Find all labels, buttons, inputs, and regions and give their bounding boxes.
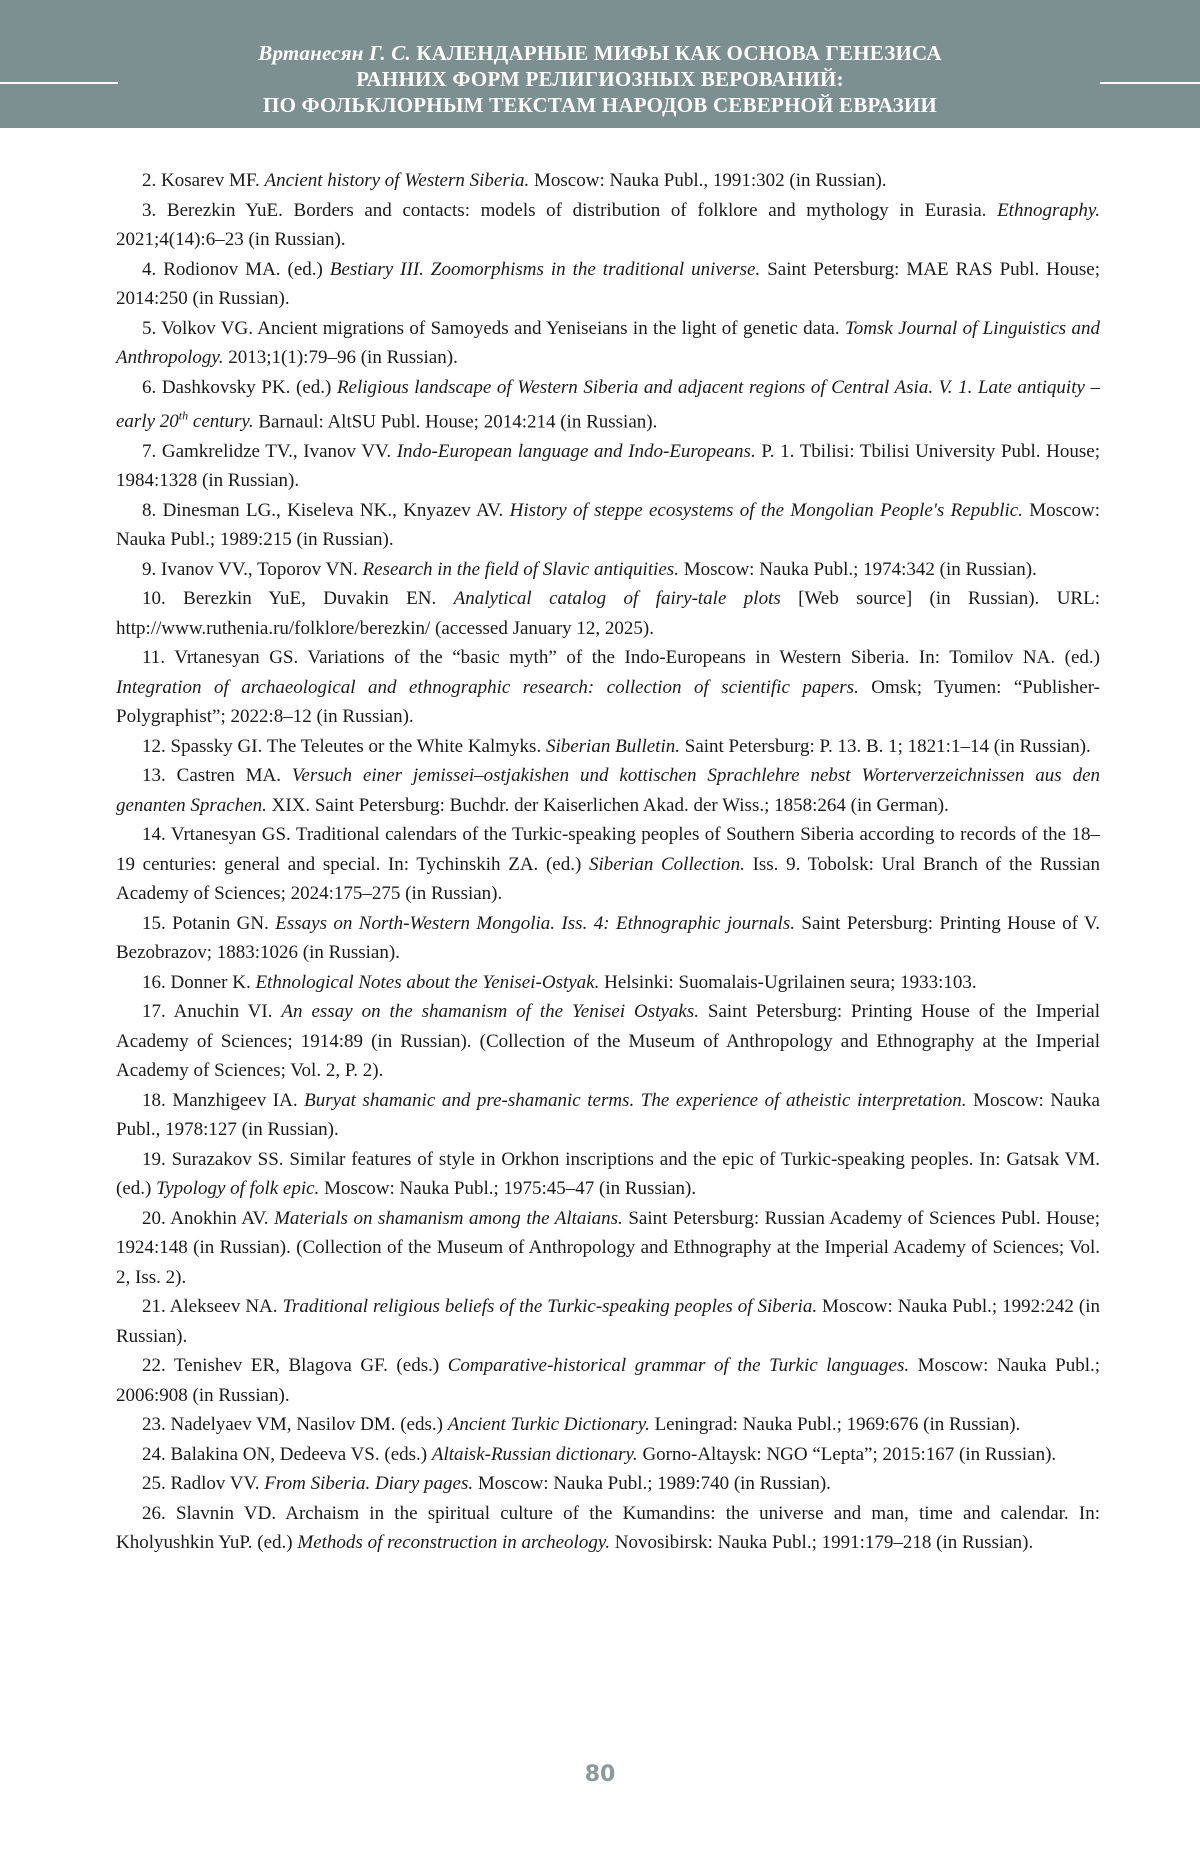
- reference-text: 26. Slavnin VD. Archaism in the spiritual culture of the Kumandins: the universe and man, time and calendar. In: Kholyushkin YuP. (ed.): [116, 1502, 1100, 1554]
- reference-text: 11. Vrtanesyan GS. Variations of the “basic myth” of the Indo-Europeans in Western Siberia. In: Tomilov NA. (ed.): [142, 647, 1100, 669]
- reference-item: [116, 909, 1100, 968]
- reference-title: Methods of reconstruction in archeology.: [297, 1532, 610, 1554]
- superscript: th: [178, 409, 189, 423]
- reference-details: Saint Petersburg: MAE RAS Publ. House; 2014:250 (in Russian).: [116, 258, 1101, 309]
- reference-title: Materials on shamanism among the Altaians.: [274, 1207, 623, 1229]
- reference-details: Leningrad: Nauka Publ.; 1969:676 (in Russian).: [649, 1414, 1021, 1436]
- reference-list: [116, 166, 1100, 1558]
- reference-text: 2. Kosarev MF.: [142, 170, 265, 191]
- reference-title: Religious landscape of Western Siberia and adjacent regions of Central Asia. V. 1. Late antiquity – early 20th century.: [116, 376, 1100, 433]
- reference-item: [116, 1410, 1100, 1440]
- reference-title: Traditional religious beliefs of the Turkic-speaking peoples of Siberia.: [282, 1296, 818, 1318]
- reference-title: From Siberia. Diary pages.: [264, 1473, 474, 1495]
- reference-item: [116, 196, 1100, 255]
- header-rule-left: [0, 82, 118, 84]
- reference-text: 12. Spassky GI. The Teleutes or the White Kalmyks.: [142, 735, 546, 757]
- reference-text: 8. Dinesman LG., Kiseleva NK., Knyazev AV.: [142, 499, 510, 521]
- reference-item: [116, 1440, 1100, 1470]
- reference-item: [116, 314, 1100, 373]
- reference-details: Novosibirsk: Nauka Publ.; 1991:179–218 (in Russian).: [609, 1532, 1034, 1554]
- reference-item: [116, 1145, 1100, 1204]
- reference-text: 10. Berezkin YuE, Duvakin EN.: [142, 588, 454, 610]
- reference-title: Tomsk Journal of Linguistics and Anthropology.: [116, 317, 1100, 368]
- reference-item: [116, 255, 1100, 314]
- reference-title: Indo-European language and Indo-Europeans.: [396, 440, 756, 462]
- reference-text: 15. Potanin GN.: [142, 912, 276, 934]
- reference-details: 2013;1(1):79–96 (in Russian).: [223, 347, 458, 368]
- reference-title: Research in the field of Slavic antiquities.: [362, 558, 679, 580]
- reference-title: Analytical catalog of fairy-tale plots: [453, 588, 781, 610]
- reference-item: [116, 1499, 1100, 1558]
- reference-title: Versuch einer jemissei–ostjakishen und kottischen Sprachlehre nebst Worterverzeichnissen aus den genanten Sprachen.: [116, 765, 1100, 816]
- header-title-line-2: РАННИХ ФОРМ РЕЛИГИОЗНЫХ ВЕРОВАНИЙ:: [356, 67, 844, 91]
- reference-text: 13. Castren MA.: [142, 765, 292, 787]
- reference-item: [116, 437, 1100, 496]
- reference-title: Ethnological Notes about the Yenisei-Ostyak.: [255, 971, 600, 993]
- reference-text: 17. Anuchin VI.: [142, 1001, 282, 1023]
- reference-title: Siberian Collection.: [588, 853, 745, 875]
- reference-title: History of steppe ecosystems of the Mongolian People's Republic.: [509, 499, 1023, 521]
- reference-item: [116, 997, 1100, 1086]
- reference-item: [116, 1292, 1100, 1351]
- reference-title: Essays on North-Western Mongolia. Iss. 4: Ethnographic journals.: [275, 912, 795, 934]
- reference-details: Saint Petersburg: P. 13. B. 1; 1821:1–14 (in Russian).: [680, 735, 1091, 757]
- reference-title: Altaisk-Russian dictionary.: [431, 1443, 638, 1465]
- header-title-line-1: КАЛЕНДАРНЫЕ МИФЫ КАК ОСНОВА ГЕНЕЗИСА: [416, 41, 942, 65]
- reference-title: Ethnography.: [997, 199, 1100, 221]
- reference-text: 5. Volkov VG. Ancient migrations of Samoyeds and Yeniseians in the light of genetic data.: [142, 317, 845, 339]
- reference-item: [116, 1204, 1100, 1293]
- reference-title: An essay on the shamanism of the Yenisei Ostyaks.: [281, 1001, 699, 1023]
- header-title-line-3: ПО ФОЛЬКЛОРНЫМ ТЕКСТАМ НАРОДОВ СЕВЕРНОЙ ЕВРАЗИИ: [263, 93, 937, 117]
- header-title: [150, 40, 1050, 118]
- reference-text: 23. Nadelyaev VM, Nasilov DM. (eds.): [142, 1414, 448, 1436]
- reference-item: [116, 1469, 1100, 1499]
- reference-details: 2021;4(14):6–23 (in Russian).: [116, 229, 346, 250]
- header-line-1: [150, 40, 1050, 66]
- reference-details: Omsk; Tyumen: “Publisher-Polygraphist”; 2022:8–12 (in Russian).: [116, 676, 1101, 728]
- reference-text: 25. Radlov VV.: [142, 1473, 265, 1495]
- reference-item: [116, 584, 1100, 643]
- reference-title: Ancient history of Western Siberia.: [264, 170, 530, 191]
- reference-text: 7. Gamkrelidze TV., Ivanov VV.: [142, 440, 397, 462]
- reference-title: Buryat shamanic and pre-shamanic terms. The experience of atheistic interpretation.: [304, 1089, 967, 1111]
- reference-item: [116, 496, 1100, 555]
- reference-details: [Web source] (in Russian). URL: http://www.ruthenia.ru/folklore/berezkin/ (accessed January 12, 2025).: [116, 588, 1100, 639]
- reference-details: Saint Petersburg: Russian Academy of Sciences Publ. House; 1924:148 (in Russian). (Collection of the Museum of Anthropology and Ethnography at the Imperial Academy of Sciences; Vol. 2, Iss. 2).: [116, 1207, 1100, 1288]
- reference-text: 6. Dashkovsky PK. (ed.): [142, 376, 337, 398]
- reference-text: 21. Alekseev NA.: [142, 1296, 283, 1318]
- header-author: Вртанесян Г. С.: [258, 41, 411, 65]
- reference-item: [116, 555, 1100, 585]
- reference-details: Saint Petersburg: Printing House of the Imperial Academy of Sciences; 1914:89 (in Russian). (Collection of the Museum of Anthropology and Ethnography at the Imperial Academy of Sciences; Vol. 2, P. 2).: [116, 1001, 1100, 1082]
- reference-details: Gorno-Altaysk: NGO “Lepta”; 2015:167 (in Russian).: [637, 1443, 1057, 1465]
- reference-text: 18. Manzhigeev IA.: [142, 1089, 305, 1111]
- reference-item: [116, 820, 1100, 909]
- reference-text: 9. Ivanov VV., Toporov VN.: [142, 558, 363, 580]
- reference-details: Moscow: Nauka Publ.; 2006:908 (in Russian).: [116, 1355, 1101, 1406]
- header-rule-right: [1100, 82, 1200, 84]
- reference-item: [116, 1351, 1100, 1410]
- reference-title: Siberian Bulletin.: [545, 735, 680, 757]
- reference-text: 16. Donner K.: [142, 971, 256, 993]
- reference-details: P. 1. Tbilisi: Tbilisi University Publ. House; 1984:1328 (in Russian).: [116, 440, 1101, 492]
- reference-text: 4. Rodionov MA. (ed.): [142, 258, 330, 280]
- reference-title: Integration of archaeological and ethnographic research: collection of scientific papers.: [116, 676, 859, 698]
- reference-title: Typology of folk epic.: [156, 1178, 320, 1200]
- reference-details: XIX. Saint Petersburg: Buchdr. der Kaiserlichen Akad. der Wiss.; 1858:264 (in German).: [266, 794, 949, 816]
- reference-text: 3. Berezkin YuE. Borders and contacts: models of distribution of folklore and mythology in Eurasia.: [142, 199, 998, 221]
- reference-details: Helsinki: Suomalais-Ugrilainen seura; 1933:103.: [599, 971, 977, 993]
- reference-text: 20. Anokhin AV.: [142, 1207, 275, 1229]
- reference-text: 14. Vrtanesyan GS. Traditional calendars of the Turkic-speaking peoples of Southern Siberia according to records of the 18–19 centuries: general and special. In: Tychinskih ZA. (ed.): [116, 824, 1100, 875]
- running-header: [0, 0, 1200, 128]
- reference-details: Moscow: Nauka Publ.; 1974:342 (in Russian).: [678, 558, 1037, 580]
- reference-details: Moscow: Nauka Publ., 1991:302 (in Russian).: [529, 170, 887, 191]
- reference-details: Saint Petersburg: Printing House of V. Bezobrazov; 1883:1026 (in Russian).: [116, 912, 1101, 964]
- reference-details: Iss. 9. Tobolsk: Ural Branch of the Russian Academy of Sciences; 2024:175–275 (in Russian).: [116, 853, 1100, 905]
- reference-title: Ancient Turkic Dictionary.: [447, 1414, 650, 1436]
- reference-text: 24. Balakina ON, Dedeeva VS. (eds.): [142, 1443, 432, 1465]
- page-number: 80: [584, 1762, 616, 1787]
- reference-text: 22. Tenishev ER, Blagova GF. (eds.): [142, 1355, 448, 1377]
- reference-details: Moscow: Nauka Publ., 1978:127 (in Russian).: [116, 1089, 1100, 1141]
- reference-item: [116, 166, 1100, 196]
- reference-details: Moscow: Nauka Publ.; 1992:242 (in Russian).: [116, 1296, 1100, 1347]
- reference-item: [116, 1086, 1100, 1145]
- reference-item: [116, 761, 1100, 820]
- reference-text: 19. Surazakov SS. Similar features of style in Orkhon inscriptions and the epic of Turkic-speaking peoples. In: Gatsak VM. (ed.): [116, 1148, 1100, 1200]
- reference-item: [116, 968, 1100, 998]
- reference-item: [116, 373, 1100, 437]
- reference-item: [116, 732, 1100, 762]
- reference-title: Bestiary III. Zoomorphisms in the traditional universe.: [329, 258, 761, 280]
- reference-title: Comparative-historical grammar of the Turkic languages.: [447, 1355, 910, 1377]
- reference-details: Barnaul: AltSU Publ. House; 2014:214 (in Russian).: [253, 411, 658, 433]
- reference-details: Moscow: Nauka Publ.; 1989:215 (in Russian).: [116, 499, 1100, 551]
- reference-item: [116, 643, 1100, 732]
- reference-details: Moscow: Nauka Publ.; 1975:45–47 (in Russian).: [319, 1178, 697, 1200]
- reference-details: Moscow: Nauka Publ.; 1989:740 (in Russian).: [473, 1473, 831, 1495]
